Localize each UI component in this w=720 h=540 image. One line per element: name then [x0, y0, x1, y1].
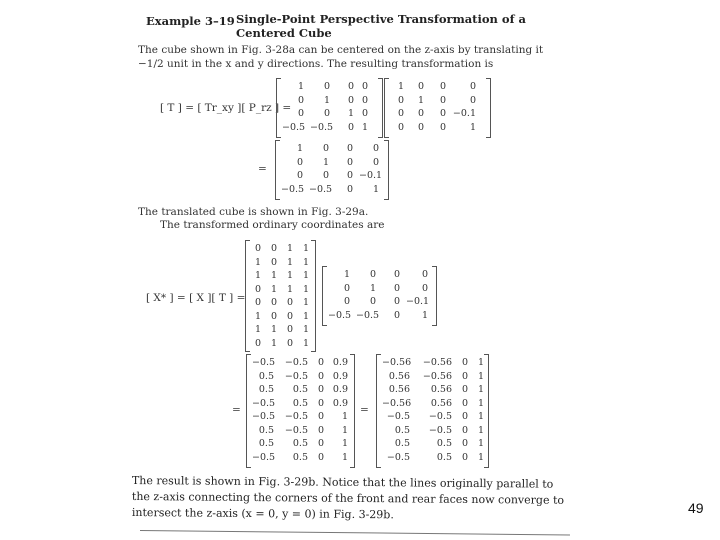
eq2-equals1: = [232, 404, 241, 416]
matrix-cell: −0.5 [252, 451, 276, 463]
matrix-cell: 0.5 [292, 438, 308, 449]
page-bottom-rule [140, 530, 570, 536]
eq2-matrix-o-right-bracket [484, 354, 489, 468]
matrix-cell: −0.56 [422, 357, 452, 368]
eq2-matrix-o-left-bracket [376, 354, 381, 468]
matrix-cell: 0.9 [332, 397, 348, 409]
matrix-cell: 0 [323, 108, 330, 119]
matrix-cell: −0.5 [282, 121, 306, 133]
matrix-cell: 0.5 [258, 370, 274, 382]
eq1-equals: = [258, 163, 267, 175]
matrix-cell: 0 [286, 310, 293, 322]
matrix-cell: 1 [322, 156, 329, 168]
matrix-cell: 0 [361, 81, 368, 92]
eq1-matrix-b-right-bracket [486, 78, 491, 138]
eq2-matrix-t-left-bracket [322, 266, 327, 326]
matrix-cell: 1 [297, 81, 304, 92]
matrix-cell: 1 [369, 282, 376, 294]
matrix-cell: 1 [254, 256, 261, 268]
matrix-cell: 1 [417, 94, 424, 106]
matrix-cell: 0 [286, 337, 293, 349]
matrix-cell: 0 [317, 438, 324, 449]
matrix-cell: 0 [417, 121, 424, 133]
matrix-cell: 1 [254, 270, 261, 281]
matrix-cell: 0 [254, 337, 261, 349]
matrix-cell: 0 [369, 296, 376, 307]
matrix-cell: 0 [317, 370, 324, 382]
matrix-cell: 1 [302, 310, 309, 322]
matrix-cell: 1 [469, 121, 476, 133]
matrix-cell: 0 [347, 81, 354, 92]
matrix-cell: 0 [397, 108, 404, 119]
matrix-cell: −0.5 [252, 357, 276, 368]
matrix-cell: 0 [317, 451, 324, 463]
paragraph3-line2: the z-axis connecting the corners of the front and rear faces now converge to [131, 490, 565, 507]
paragraph2-line1: The translated cube is shown in Fig. 3-29a. [138, 206, 369, 218]
matrix-cell: 1 [341, 424, 348, 436]
eq1-matrix-b-left-bracket [384, 78, 389, 138]
matrix-cell: 0 [421, 269, 428, 280]
matrix-cell: 0 [461, 370, 468, 382]
matrix-cell: 1 [302, 324, 309, 335]
matrix-cell: 0.5 [258, 424, 274, 436]
matrix-cell: 1 [477, 451, 484, 463]
matrix-cell: −0.5 [428, 411, 452, 422]
matrix-cell: 0 [417, 81, 424, 92]
eq1-result-matrix [281, 142, 385, 196]
matrix-cell: 1 [302, 256, 309, 268]
matrix-cell: 0 [270, 310, 277, 322]
matrix-cell: 1 [343, 269, 350, 280]
eq2-equals2: = [360, 404, 369, 416]
matrix-cell: 0 [461, 397, 468, 409]
matrix-cell: 0 [317, 357, 324, 368]
matrix-cell: −0.1 [452, 108, 476, 119]
matrix-cell: 0.5 [292, 451, 308, 463]
matrix-cell: 1 [477, 357, 484, 368]
matrix-cell: 0 [286, 324, 293, 335]
matrix-cell: 0 [297, 108, 304, 119]
matrix-cell: −0.5 [284, 357, 308, 368]
paragraph1-line1: The cube shown in Fig. 3-28a can be centered on the z-axis by translating it [138, 44, 544, 56]
matrix-cell: 0.5 [394, 438, 410, 449]
matrix-cell: 0 [461, 451, 468, 463]
matrix-cell: 0 [254, 297, 261, 308]
example-title-line1: Single-Point Perspective Transformation of a [236, 12, 526, 26]
matrix-cell: −0.5 [386, 451, 410, 463]
matrix-cell: 0 [322, 170, 329, 181]
matrix-cell: 0 [323, 81, 330, 92]
matrix-cell: 0.5 [436, 451, 452, 463]
matrix-cell: 0 [343, 282, 350, 294]
matrix-cell: 0 [421, 282, 428, 294]
example-number: Example 3–19 [146, 14, 235, 28]
matrix-cell: −0.5 [252, 397, 276, 409]
matrix-cell: −0.56 [382, 397, 412, 409]
matrix-cell: 0 [393, 269, 400, 280]
matrix-cell: 0 [317, 424, 324, 436]
matrix-cell: 0 [297, 94, 304, 106]
matrix-cell: −0.1 [359, 170, 383, 181]
eq1-lhs: [ T ] = [ Tr_xy ][ P_rz ] = [160, 102, 292, 114]
matrix-cell: 0.5 [292, 384, 308, 395]
matrix-cell: 1 [477, 438, 484, 449]
matrix-cell: −0.5 [328, 309, 352, 321]
matrix-cell: 0 [372, 156, 379, 168]
matrix-cell: 1 [270, 270, 277, 281]
matrix-cell: −0.5 [284, 370, 308, 382]
matrix-cell: 1 [477, 384, 484, 395]
matrix-cell: 0 [393, 296, 400, 307]
matrix-cell: 0.56 [430, 397, 452, 409]
matrix-cell: 0 [286, 297, 293, 308]
matrix-cell: 0 [346, 170, 353, 181]
matrix-cell: 0 [461, 357, 468, 368]
matrix-cell: 0 [397, 121, 404, 133]
matrix-cell: 1 [302, 297, 309, 308]
matrix-cell: 1 [341, 451, 348, 463]
matrix-cell: 0 [397, 94, 404, 106]
matrix-cell: −0.5 [356, 309, 380, 321]
matrix-cell: −0.56 [422, 370, 452, 382]
matrix-cell: −0.5 [252, 411, 276, 422]
matrix-cell: 0 [254, 283, 261, 295]
eq2-matrix-t [328, 268, 434, 322]
matrix-cell: 1 [286, 256, 293, 268]
matrix-cell: −0.5 [284, 424, 308, 436]
paragraph2-line2: The transformed ordinary coordinates are [160, 219, 385, 231]
matrix-cell: 1 [270, 324, 277, 335]
matrix-cell: −0.5 [309, 183, 333, 195]
matrix-cell: 1 [254, 324, 261, 335]
matrix-cell: 1 [323, 94, 330, 106]
paragraph3-line3: intersect the z-axis (x = 0, y = 0) in Fig. 3-29b. [131, 506, 394, 522]
matrix-cell: 0 [254, 243, 261, 254]
matrix-cell: −0.56 [382, 357, 412, 368]
matrix-cell: 0.56 [430, 384, 452, 395]
matrix-cell: 0 [346, 183, 353, 195]
matrix-cell: −0.5 [281, 183, 305, 195]
paragraph3-line1: The result is shown in Fig. 3-29b. Notice that the lines originally parallel to [131, 474, 554, 491]
matrix-cell: 0 [369, 269, 376, 280]
matrix-cell: 0 [346, 156, 353, 168]
eq2-matrix-x [251, 242, 315, 350]
matrix-cell: 1 [341, 438, 348, 449]
matrix-cell: 0 [317, 384, 324, 395]
matrix-cell: 0 [347, 94, 354, 106]
matrix-cell: 1 [296, 143, 303, 154]
matrix-cell: 1 [477, 397, 484, 409]
matrix-cell: 0.9 [332, 357, 348, 368]
matrix-cell: 0 [343, 296, 350, 307]
matrix-cell: 0 [361, 94, 368, 106]
matrix-cell: −0.1 [406, 296, 430, 307]
matrix-cell: 0 [461, 384, 468, 395]
matrix-cell: 1 [302, 243, 309, 254]
matrix-cell: 0 [322, 143, 329, 154]
matrix-cell: 1 [421, 309, 428, 321]
matrix-cell: 0 [270, 243, 277, 254]
matrix-cell: 0 [461, 411, 468, 422]
matrix-cell: 0.9 [332, 370, 348, 382]
matrix-cell: 1 [302, 283, 309, 295]
matrix-cell: 1 [397, 81, 404, 92]
matrix-cell: 0.9 [332, 384, 348, 395]
matrix-cell: 0 [439, 121, 446, 133]
matrix-cell: 0.56 [388, 370, 410, 382]
matrix-cell: 0 [469, 94, 476, 106]
matrix-cell: 0 [346, 143, 353, 154]
matrix-cell: 1 [270, 283, 277, 295]
matrix-cell: 0 [317, 397, 324, 409]
matrix-cell: 0 [270, 256, 277, 268]
matrix-cell: 0 [439, 94, 446, 106]
matrix-cell: −0.5 [284, 411, 308, 422]
matrix-cell: −0.5 [386, 411, 410, 422]
eq2-matrix-x-left-bracket [245, 240, 250, 352]
paragraph1-line2: −1/2 unit in the x and y directions. The resulting transformation is [138, 58, 494, 70]
matrix-cell: 0 [296, 170, 303, 181]
matrix-cell: 1 [286, 243, 293, 254]
matrix-cell: 1 [361, 121, 368, 133]
eq2-matrix-x-right-bracket [311, 240, 316, 352]
eq1-matrix-b [390, 80, 482, 134]
matrix-cell: 1 [341, 411, 348, 422]
matrix-cell: 0 [439, 108, 446, 119]
eq2-matrix-h-left-bracket [246, 354, 251, 468]
eq2-matrix-h-right-bracket [350, 354, 355, 468]
matrix-cell: −0.5 [310, 121, 334, 133]
matrix-cell: 1 [372, 183, 379, 195]
matrix-cell: 0 [296, 156, 303, 168]
matrix-cell: 0 [317, 411, 324, 422]
matrix-cell: 0 [417, 108, 424, 119]
matrix-cell: 0.5 [292, 397, 308, 409]
eq1-result-left-bracket [275, 140, 280, 200]
eq2-matrix-h [252, 356, 354, 464]
matrix-cell: 1 [477, 370, 484, 382]
matrix-cell: 1 [302, 337, 309, 349]
matrix-cell: 1 [286, 283, 293, 295]
eq2-lhs: [ X* ] = [ X ][ T ] = [146, 292, 246, 304]
matrix-cell: 0 [461, 438, 468, 449]
matrix-cell: 0.5 [436, 438, 452, 449]
matrix-cell: 0.5 [258, 438, 274, 449]
matrix-cell: 0.5 [258, 384, 274, 395]
matrix-cell: 0 [347, 121, 354, 133]
matrix-cell: 0 [270, 297, 277, 308]
eq2-matrix-o [382, 356, 490, 464]
matrix-cell: 1 [347, 108, 354, 119]
eq1-matrix-a-left-bracket [276, 78, 281, 138]
matrix-cell: 0 [393, 282, 400, 294]
matrix-cell: 1 [477, 411, 484, 422]
matrix-cell: 0 [372, 143, 379, 154]
matrix-cell: 0 [439, 81, 446, 92]
matrix-cell: 1 [254, 310, 261, 322]
matrix-cell: 0.5 [394, 424, 410, 436]
eq2-matrix-t-right-bracket [432, 266, 437, 326]
eq1-matrix-a [282, 80, 374, 134]
matrix-cell: 0.56 [388, 384, 410, 395]
matrix-cell: 1 [270, 337, 277, 349]
matrix-cell: 0 [469, 81, 476, 92]
matrix-cell: 0 [361, 108, 368, 119]
matrix-cell: −0.5 [428, 424, 452, 436]
matrix-cell: 1 [302, 270, 309, 281]
matrix-cell: 1 [286, 270, 293, 281]
eq1-result-right-bracket [384, 140, 389, 200]
matrix-cell: 0 [461, 424, 468, 436]
example-title-line2: Centered Cube [236, 26, 332, 40]
page-number: 49 [688, 500, 704, 516]
matrix-cell: 0 [393, 309, 400, 321]
matrix-cell: 1 [477, 424, 484, 436]
eq1-matrix-a-right-bracket [378, 78, 383, 138]
